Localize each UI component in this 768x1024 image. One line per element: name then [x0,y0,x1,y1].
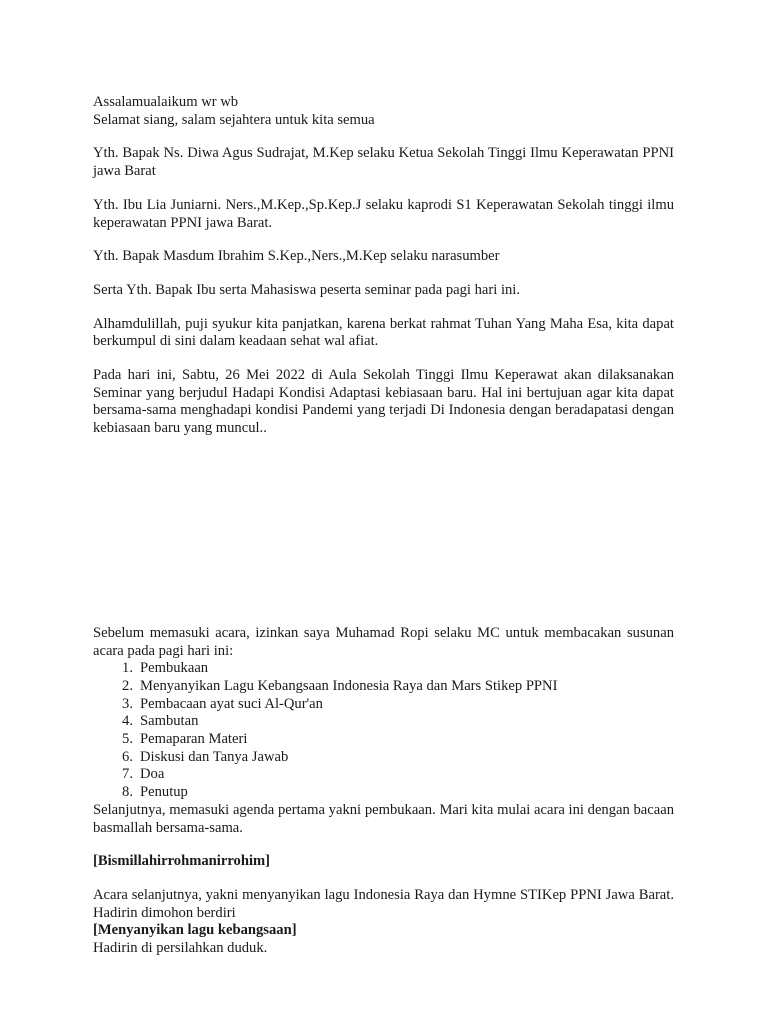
list-item: 7. Doa [122,766,165,783]
hadirin-paragraph: Hadirin di persilahkan duduk. [93,940,268,957]
greeting-line-1: Assalamualaikum wr wb [93,94,239,110]
list-item: 6. Diskusi dan Tanya Jawab [122,748,289,765]
serta-paragraph: Serta Yth. Bapak Ibu serta Mahasiswa peserta seminar pada pagi hari ini. [93,281,520,298]
selanjutnya-paragraph: Selanjutnya, memasuki agenda pertama yakni pembukaan. Mari kita mulai acara ini dengan bacaan basmallah bersama-sama. [93,801,674,836]
blank-space [93,438,674,625]
list-item: 1. Pembukaan [122,660,209,677]
greeting-line-2: Selamat siang, salam sejahtera untuk kita semua [93,111,375,128]
menyanyikan-heading: [Menyanyikan lagu kebangsaan] [93,922,297,939]
sebelum-paragraph: Sebelum memasuki acara, izinkan saya Muhamad Ropi selaku MC untuk membacakan susunan acara pada pagi hari ini: [93,624,674,659]
yth-kaprodi-paragraph: Yth. Ibu Lia Juniarni. Ners.,M.Kep.,Sp.Kep.J selaku kaprodi S1 Keperawatan Sekolah tinggi ilmu keperawatan PPNI jawa Barat. [93,196,674,231]
acara-selanjutnya-paragraph: Acara selanjutnya, yakni menyanyikan lagu Indonesia Raya dan Hymne STIKep PPNI Jawa Barat. Hadirin dimohon berdiri [93,886,674,921]
list-item: 8. Penutup [122,784,188,801]
yth-narasumber-paragraph: Yth. Bapak Masdum Ibrahim S.Kep.,Ners.,M.Kep selaku narasumber [93,248,500,265]
alhamdulillah-paragraph: Alhamdulillah, puji syukur kita panjatkan, karena berkat rahmat Tuhan Yang Maha Esa, kita dapat berkumpul di sini dalam keadaan sehat wal afiat. [93,315,674,350]
list-item: 4. Sambutan [122,713,199,730]
list-item: 3. Pembacaan ayat suci Al-Qur'an [122,695,323,712]
list-item: 2. Menyanyikan Lagu Kebangsaan Indonesia Raya dan Mars Stikep PPNI [122,677,558,694]
bismillah-heading: [Bismillahirrohmanirrohim] [93,853,271,870]
list-item: 5. Pemaparan Materi [122,731,248,748]
document-page [93,94,674,958]
pada-hari-paragraph: Pada hari ini, Sabtu, 26 Mei 2022 di Aula Sekolah Tinggi Ilmu Keperawat akan dilaksanakan Seminar yang berjudul Hadapi Kondisi Adaptasi kebiasaan baru. Hal ini bertujuan agar kita dapat bersama-sama menghadapi kondisi Pandemi yang terjadi Di Indonesia dengan beradapatasi dengan kebiasaan baru yang muncul.. [93,367,674,437]
yth-ketua-paragraph: Yth. Bapak Ns. Diwa Agus Sudrajat, M.Kep selaku Ketua Sekolah Tinggi Ilmu Keperawatan PPNI jawa Barat [93,145,674,180]
agenda-list [93,660,674,802]
